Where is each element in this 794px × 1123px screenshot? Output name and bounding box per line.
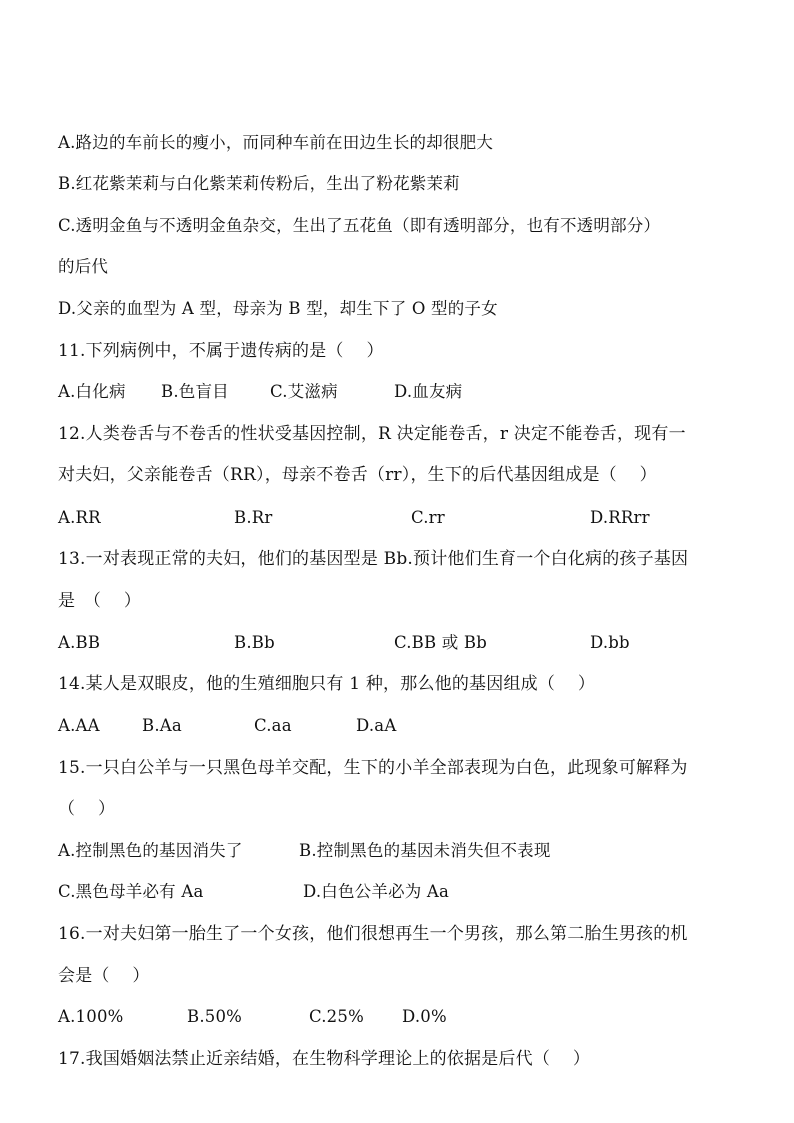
q12-option-d: D.RRrr [590, 508, 650, 527]
q16-stem-line-2: 会是（ ） [58, 966, 150, 986]
q15-stem-line-1: 15.一只白公羊与一只黑色母羊交配，生下的小羊全部表现为白色，此现象可解释为 [58, 758, 688, 778]
q14-option-b: B.Aa [142, 716, 182, 735]
q15-stem-line-2: （ ） [58, 799, 116, 819]
q12-option-a: A.RR [58, 508, 101, 527]
q14-option-d: D.aA [356, 716, 397, 735]
q10-option-a: A.路边的车前长的瘦小，而同种车前在田边生长的却很肥大 [58, 133, 494, 152]
q14-stem: 14.某人是双眼皮，他的生殖细胞只有 1 种，那么他的基因组成（ ） [58, 674, 596, 694]
q11-option-d: D.血友病 [394, 382, 463, 401]
q16-option-a: A.100% [58, 1007, 124, 1026]
q10-option-c-continued: 的后代 [58, 257, 109, 276]
q15-option-a: A.控制黑色的基因消失了 [58, 841, 243, 860]
q14-option-a: A.AA [58, 716, 100, 735]
q14-option-c: C.aa [254, 716, 292, 735]
q12-stem-line-1: 12.人类卷舌与不卷舌的性状受基因控制，R 决定能卷舌，r 决定不能卷舌，现有一 [58, 424, 686, 444]
q13-option-b: B.Bb [234, 633, 275, 652]
q15-option-c: C.黑色母羊必有 Aa [58, 882, 204, 901]
q10-option-d: D.父亲的血型为 A 型，母亲为 B 型，却生下了 O 型的子女 [58, 299, 498, 318]
q15-option-b: B.控制黑色的基因未消失但不表现 [299, 841, 551, 860]
q13-stem-line-2: 是 （ ） [58, 591, 142, 611]
q12-stem-line-2: 对夫妇，父亲能卷舌（RR），母亲不卷舌（rr），生下的后代基因组成是（ ） [58, 465, 657, 485]
q16-option-c: C.25% [309, 1007, 364, 1026]
q12-option-c: C.rr [411, 508, 445, 527]
q16-option-d: D.0% [402, 1007, 447, 1026]
q15-option-d: D.白色公羊必为 Aa [303, 882, 450, 901]
q17-stem: 17.我国婚姻法禁止近亲结婚，在生物科学理论上的依据是后代（ ） [58, 1049, 591, 1069]
q12-option-b: B.Rr [234, 508, 273, 527]
q11-option-a: A.白化病 [58, 382, 126, 401]
q10-option-b: B.红花紫茉莉与白化紫茉莉传粉后，生出了粉花紫茉莉 [58, 174, 460, 193]
q16-stem-line-1: 16.一对夫妇第一胎生了一个女孩，他们很想再生一个男孩，那么第二胎生男孩的机 [58, 924, 688, 944]
q13-option-d: D.bb [590, 633, 630, 652]
q11-option-b: B.色盲目 [161, 382, 229, 401]
q13-option-c: C.BB 或 Bb [394, 633, 488, 652]
q16-option-b: B.50% [187, 1007, 243, 1026]
q10-option-c: C.透明金鱼与不透明金鱼杂交，生出了五花鱼（即有透明部分，也有不透明部分） [58, 216, 661, 235]
q13-stem-line-1: 13.一对表现正常的夫妇，他们的基因型是 Bb.预计他们生育一个白化病的孩子基因 [58, 549, 689, 569]
q11-option-c: C.艾滋病 [270, 382, 338, 401]
q11-stem: 11.下列病例中，不属于遗传病的是（ ） [58, 341, 384, 361]
q13-option-a: A.BB [58, 633, 101, 652]
